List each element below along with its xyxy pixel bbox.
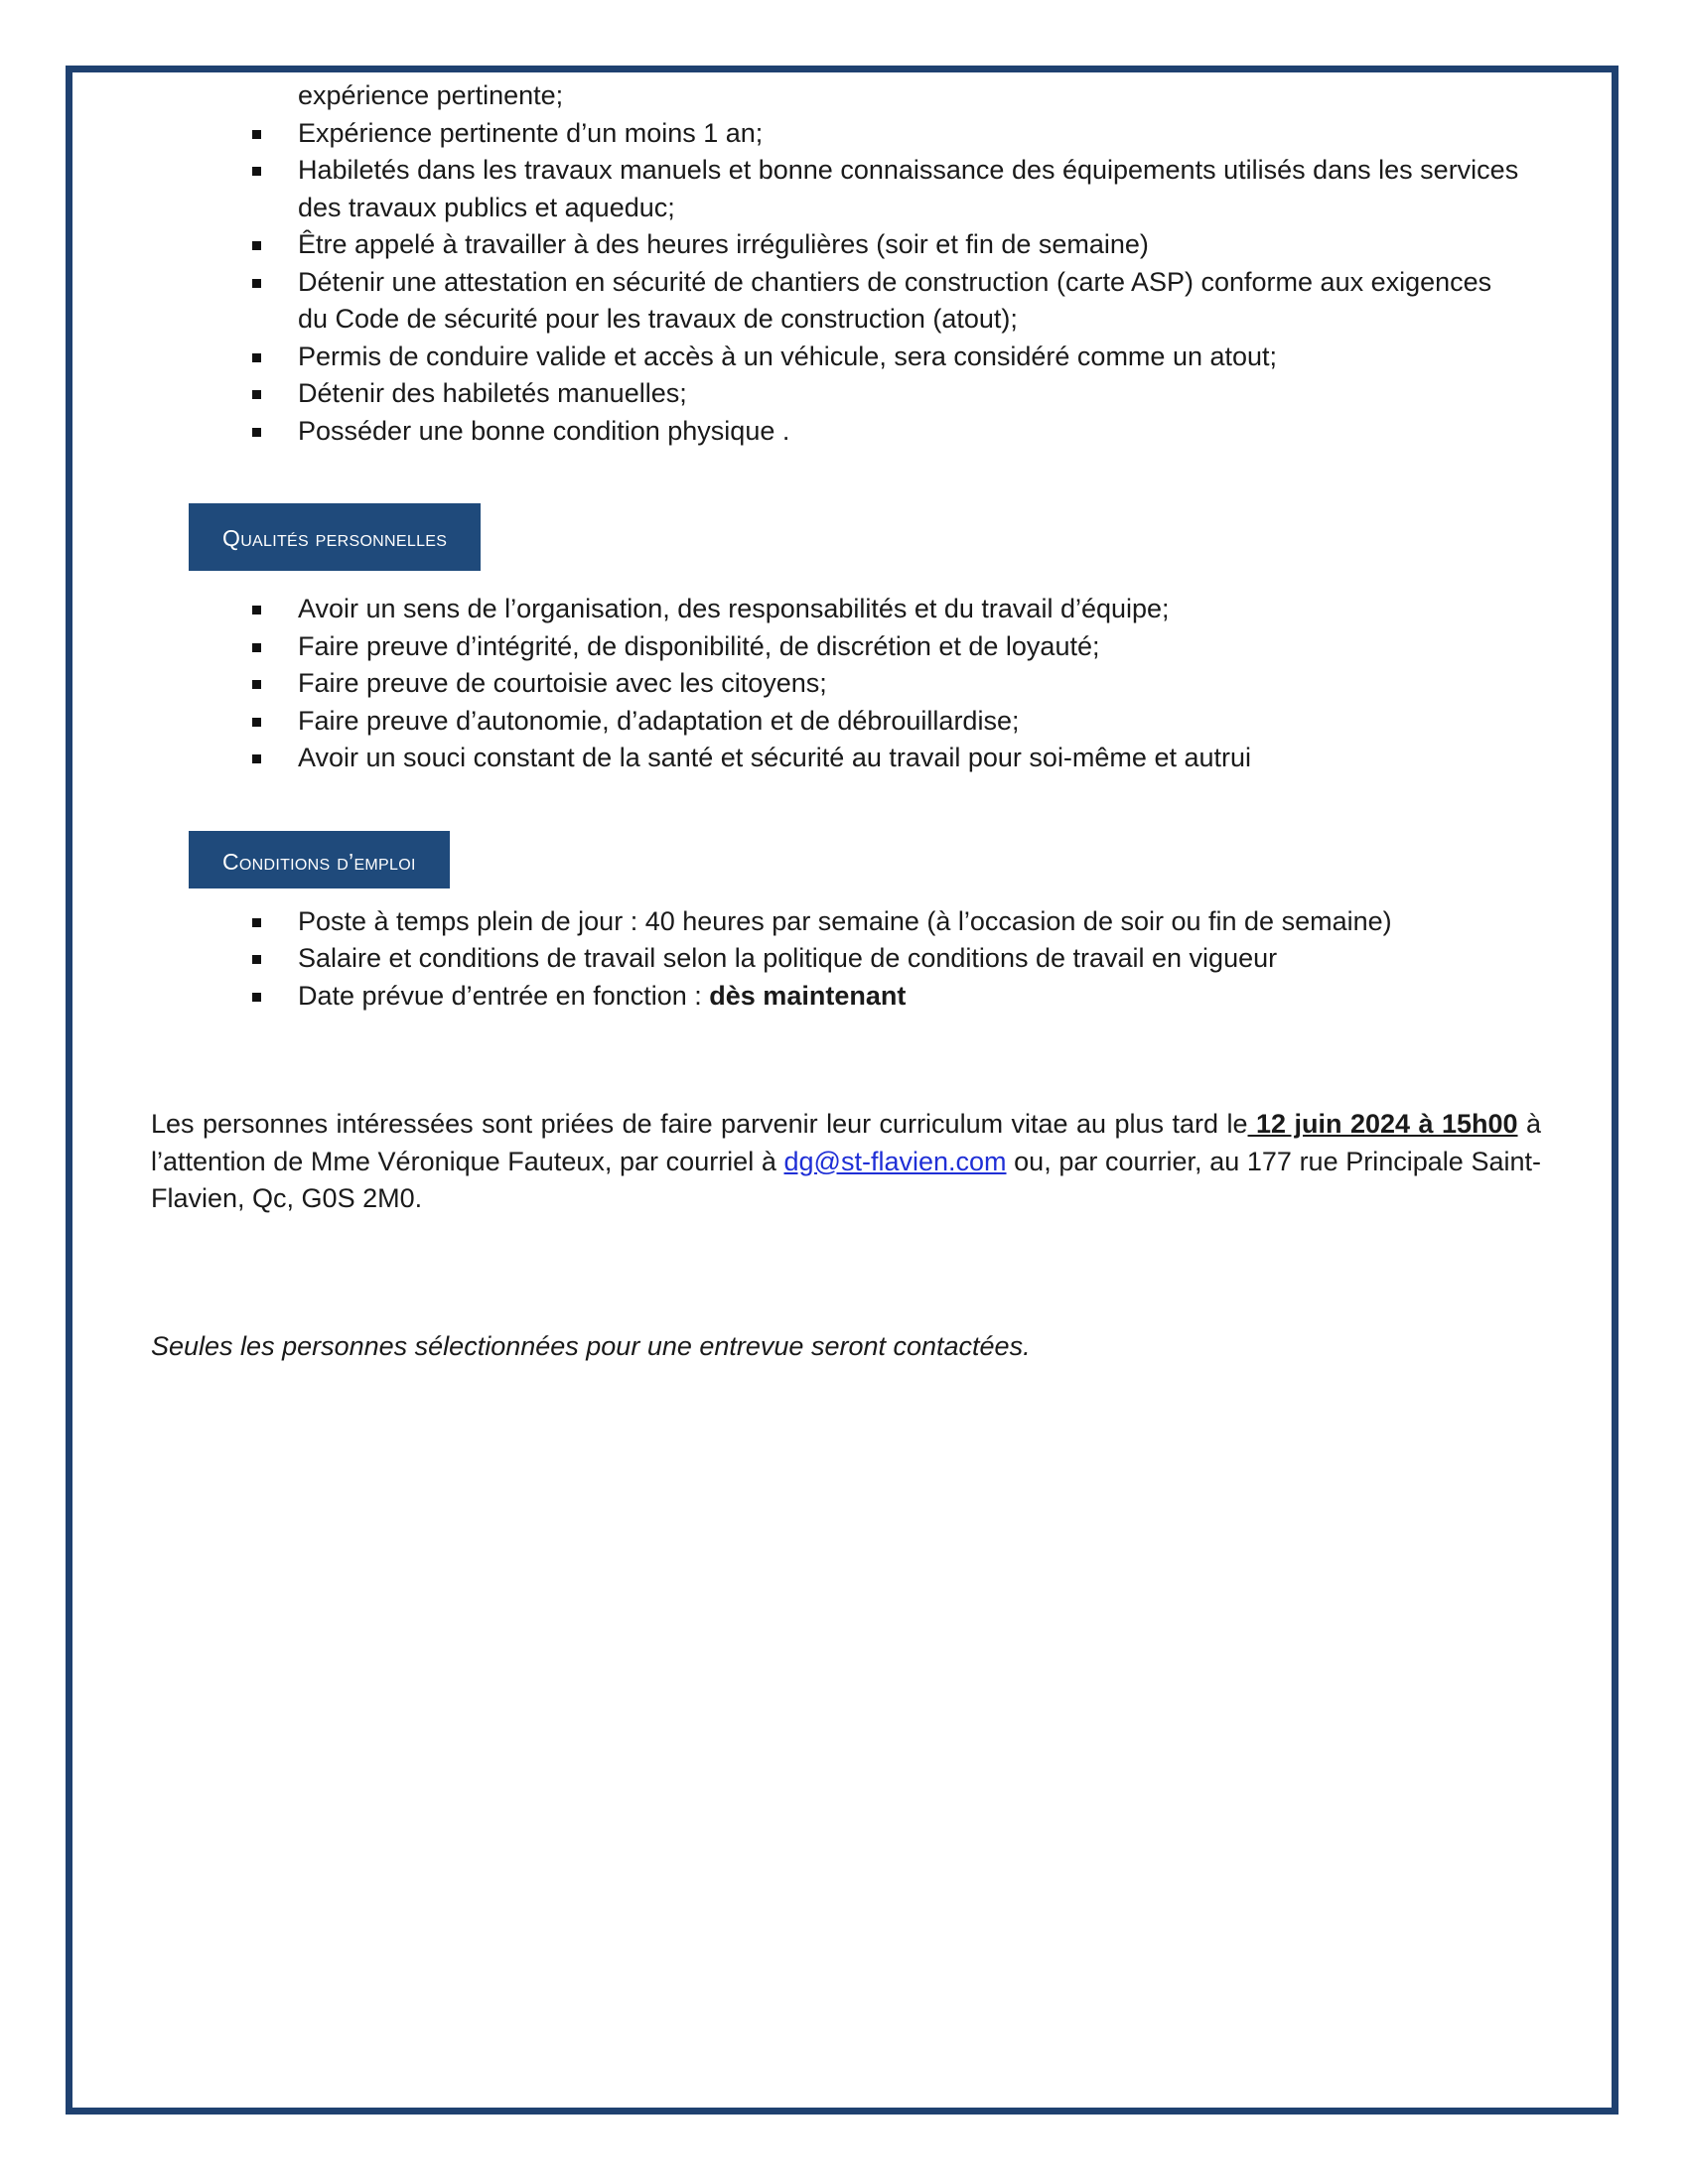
square-bullet-icon xyxy=(252,680,261,689)
list-item-continuation: du Code de sécurité pour les travaux de construction (atout); xyxy=(298,304,1018,334)
start-date-value: dès maintenant xyxy=(709,980,907,1011)
section-header-personal-qualities: Qualités personnelles xyxy=(189,503,481,571)
square-bullet-icon xyxy=(252,718,261,727)
square-bullet-icon xyxy=(252,167,261,176)
square-bullet-icon xyxy=(252,279,261,288)
list-item-continuation: expérience pertinente; xyxy=(298,80,564,110)
list-item: Détenir une attestation en sécurité de chantiers de construction (carte ASP) conforme aux exigences xyxy=(151,264,1541,302)
square-bullet-icon xyxy=(252,993,261,1002)
list-item: Posséder une bonne condition physique . xyxy=(151,413,1541,451)
qualifications-list xyxy=(151,77,1541,450)
square-bullet-icon xyxy=(252,918,261,927)
application-paragraph: Les personnes intéressées sont priées de faire parvenir leur curriculum vitae au plus tard le 12 juin 2024 à 15h00 à l’attention de Mme Véronique Fauteux, par courriel à dg@st-flavien.com ou, par courrier, au 177 rue Principale Saint-Flavien, Qc, G0S 2M0. xyxy=(151,1109,1541,1213)
selection-note: Seules les personnes sélectionnées pour une entrevue seront contactées. xyxy=(151,1330,1031,1361)
square-bullet-icon xyxy=(252,754,261,763)
square-bullet-icon xyxy=(252,643,261,652)
square-bullet-icon xyxy=(252,955,261,964)
square-bullet-icon xyxy=(252,428,261,437)
list-item: Avoir un souci constant de la santé et sécurité au travail pour soi-même et autrui xyxy=(151,740,1541,777)
list-item: Faire preuve de courtoisie avec les citoyens; xyxy=(151,665,1541,703)
list-item: Être appelé à travailler à des heures irrégulières (soir et fin de semaine) xyxy=(151,226,1541,264)
list-item-continuation: des travaux publics et aqueduc; xyxy=(298,192,675,222)
employment-conditions-list xyxy=(151,903,1541,1016)
list-item: Expérience pertinente d’un moins 1 an; xyxy=(151,115,1541,153)
list-item: Habiletés dans les travaux manuels et bonne connaissance des équipements utilisés dans les services xyxy=(151,152,1541,190)
list-item: Permis de conduire valide et accès à un véhicule, sera considéré comme un atout; xyxy=(151,339,1541,376)
list-item: Détenir des habiletés manuelles; xyxy=(151,375,1541,413)
section-header-employment-conditions: Conditions d’emploi xyxy=(189,831,450,888)
square-bullet-icon xyxy=(252,130,261,139)
list-item: Poste à temps plein de jour : 40 heures par semaine (à l’occasion de soir ou fin de semaine) xyxy=(151,903,1541,941)
document-content xyxy=(151,77,1541,1365)
list-item: Salaire et conditions de travail selon la politique de conditions de travail en vigueur xyxy=(151,940,1541,978)
personal-qualities-section xyxy=(151,503,1541,777)
personal-qualities-list xyxy=(151,591,1541,777)
list-item: Faire preuve d’intégrité, de disponibilité, de discrétion et de loyauté; xyxy=(151,628,1541,666)
application-deadline: 12 juin 2024 à 15h00 xyxy=(1247,1109,1518,1139)
list-item: Date prévue d’entrée en fonction : dès maintenant xyxy=(151,978,1541,1016)
list-item: Faire preuve d’autonomie, d’adaptation et de débrouillardise; xyxy=(151,703,1541,741)
square-bullet-icon xyxy=(252,241,261,250)
square-bullet-icon xyxy=(252,606,261,614)
square-bullet-icon xyxy=(252,390,261,399)
email-link[interactable]: dg@st-flavien.com xyxy=(783,1146,1007,1176)
square-bullet-icon xyxy=(252,353,261,362)
list-item: Avoir un sens de l’organisation, des responsabilités et du travail d’équipe; xyxy=(151,591,1541,628)
employment-conditions-section xyxy=(151,831,1541,1016)
